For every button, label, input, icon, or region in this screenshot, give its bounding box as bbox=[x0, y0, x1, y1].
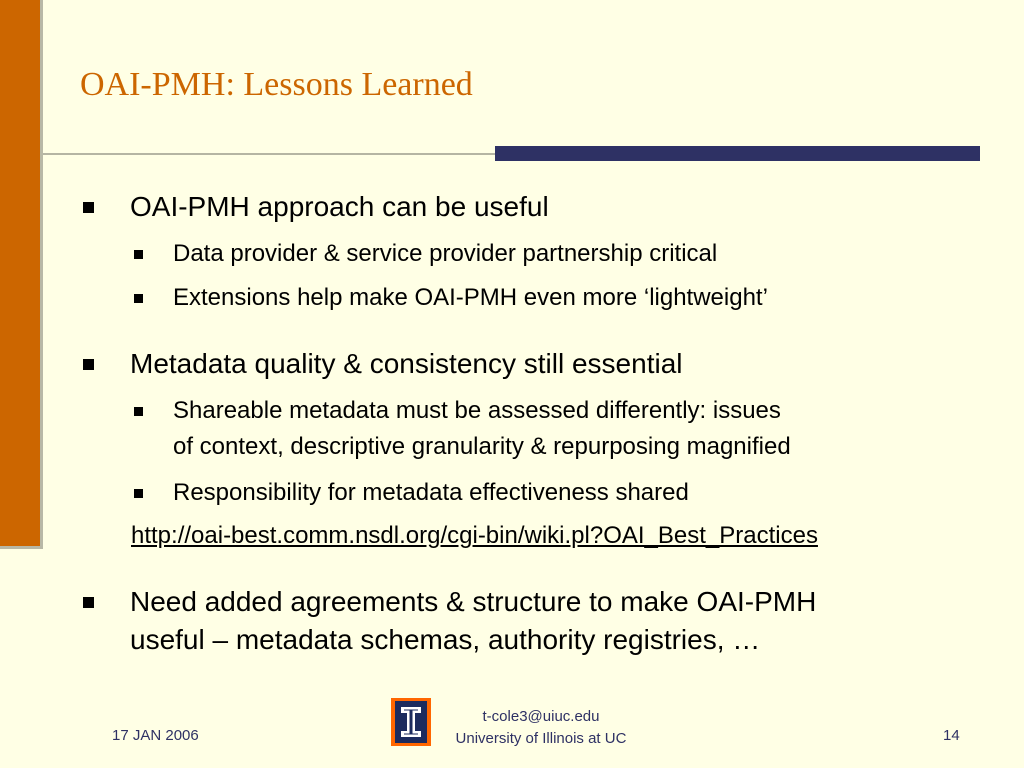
footer-email: t-cole3@uiuc.edu bbox=[482, 708, 600, 725]
bullet-text-line-1: Need added agreements & structure to make OAI-PMH bbox=[130, 586, 817, 617]
left-bar-shadow bbox=[40, 0, 43, 548]
slide-page-number: 14 bbox=[943, 727, 960, 744]
block-i-glyph-icon bbox=[399, 705, 423, 739]
left-accent-bar bbox=[0, 0, 40, 546]
bullet-text: Responsibility for metadata effectiveness shared bbox=[173, 479, 689, 506]
bullet-text-line-2: useful – metadata schemas, authority registries, … bbox=[130, 624, 761, 655]
sub-bullet-extensions bbox=[134, 280, 768, 316]
square-bullet-icon bbox=[134, 407, 143, 416]
bullet-text: Data provider & service provider partnership critical bbox=[173, 240, 718, 267]
square-bullet-icon bbox=[83, 359, 94, 370]
bullet-agreements bbox=[83, 583, 816, 659]
title-divider-thick bbox=[495, 146, 980, 161]
bullet-approach-useful bbox=[83, 188, 549, 226]
bullet-text-line-2: of context, descriptive granularity & repurposing magnified bbox=[173, 433, 791, 460]
title-divider-thin bbox=[43, 153, 495, 155]
square-bullet-icon bbox=[83, 597, 94, 608]
square-bullet-icon bbox=[83, 202, 94, 213]
square-bullet-icon bbox=[134, 294, 143, 303]
bullet-metadata-quality bbox=[83, 345, 683, 383]
square-bullet-icon bbox=[134, 489, 143, 498]
footer-contact bbox=[436, 706, 646, 750]
sub-bullet-shareable-metadata bbox=[134, 393, 791, 465]
sub-bullet-responsibility bbox=[134, 475, 689, 511]
bullet-text: OAI-PMH approach can be useful bbox=[130, 191, 549, 222]
footer-institution: University of Illinois at UC bbox=[455, 730, 627, 747]
bullet-text bbox=[130, 583, 816, 659]
best-practices-link[interactable]: http://oai-best.comm.nsdl.org/cgi-bin/wiki.pl?OAI_Best_Practices bbox=[131, 522, 818, 549]
footer-date: 17 JAN 2006 bbox=[112, 727, 199, 744]
illinois-i-logo-icon bbox=[391, 698, 431, 746]
left-bar-shadow-bottom bbox=[0, 546, 43, 549]
bullet-text: Extensions help make OAI-PMH even more ‘lightweight’ bbox=[173, 284, 768, 311]
sub-bullet-partnership bbox=[134, 236, 717, 272]
bullet-text bbox=[173, 393, 791, 465]
square-bullet-icon bbox=[134, 250, 143, 259]
bullet-text-line-1: Shareable metadata must be assessed differently: issues bbox=[173, 397, 781, 424]
slide-title: OAI-PMH: Lessons Learned bbox=[80, 66, 473, 103]
bullet-text: Metadata quality & consistency still essential bbox=[130, 348, 683, 379]
